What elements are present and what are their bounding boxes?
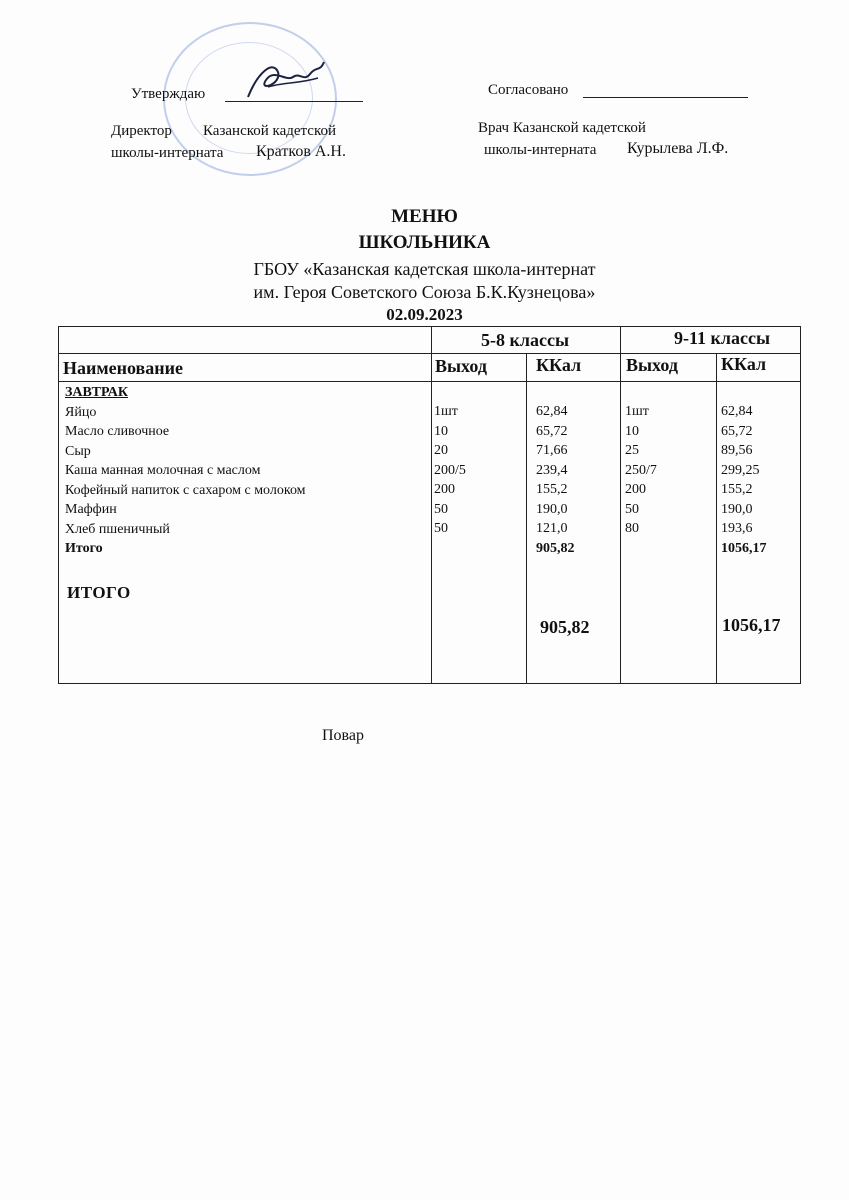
menu-table bbox=[58, 326, 801, 684]
doctor-name: Курылева Л.Ф. bbox=[627, 140, 729, 157]
director-signature bbox=[238, 52, 328, 112]
item-name: Сыр bbox=[65, 443, 91, 459]
column-names bbox=[65, 383, 306, 559]
output-value: 1шт bbox=[625, 404, 649, 419]
output-value: 10 bbox=[434, 423, 448, 439]
approve-label: Утверждаю bbox=[131, 86, 206, 102]
kcal-value: 299,25 bbox=[721, 462, 760, 478]
kcal-value: 65,72 bbox=[536, 423, 568, 439]
output-value: 25 bbox=[625, 443, 639, 458]
item-name: Маффин bbox=[65, 502, 117, 517]
subtotal-label: Итого bbox=[65, 541, 103, 556]
organization-line-2: им. Героя Советского Союза Б.К.Кузнецова» bbox=[253, 282, 596, 302]
column-header-output-2: Выход bbox=[626, 355, 678, 375]
col-divider-1 bbox=[431, 327, 432, 683]
kcal-value: 190,0 bbox=[721, 501, 753, 517]
header-divider bbox=[59, 353, 800, 354]
kcal-value: 190,0 bbox=[536, 501, 568, 517]
menu-subtitle: ШКОЛЬНИКА bbox=[358, 232, 491, 253]
menu-date: 02.09.2023 bbox=[386, 305, 463, 324]
output-value: 200 bbox=[625, 482, 646, 497]
output-value: 50 bbox=[434, 501, 448, 517]
body-divider bbox=[59, 381, 800, 382]
agreed-signature-line bbox=[583, 97, 748, 98]
item-name: Хлеб пшеничный bbox=[65, 521, 170, 537]
column-output-9-11 bbox=[625, 402, 657, 539]
cook-label: Повар bbox=[322, 727, 364, 744]
doctor-line-1: Врач Казанской кадетской bbox=[478, 120, 646, 136]
item-name: Каша манная молочная с маслом bbox=[65, 463, 261, 478]
doctor-line-2: школы-интерната bbox=[484, 142, 597, 158]
total-kcal-9-11: 1056,17 bbox=[722, 615, 781, 635]
col-divider-2 bbox=[526, 353, 527, 683]
output-value: 200 bbox=[434, 482, 455, 497]
meal-label: ЗАВТРАК bbox=[65, 385, 129, 400]
col-divider-3 bbox=[620, 327, 621, 683]
subtotal-kcal-5-8: 905,82 bbox=[536, 540, 575, 556]
group-header-9-11: 9-11 классы bbox=[674, 328, 771, 348]
kcal-value: 121,0 bbox=[536, 521, 568, 536]
output-value: 50 bbox=[434, 521, 448, 536]
kcal-value: 89,56 bbox=[721, 443, 753, 458]
director-school-line-2: школы-интерната bbox=[111, 145, 224, 161]
column-header-output-1: Выход bbox=[435, 356, 487, 376]
output-value: 10 bbox=[625, 423, 639, 439]
item-name: Масло сливочное bbox=[65, 424, 170, 439]
column-header-name: Наименование bbox=[63, 358, 183, 378]
agreed-label: Согласовано bbox=[488, 82, 569, 98]
director-name: Кратков А.Н. bbox=[256, 143, 346, 160]
column-kcal-9-11 bbox=[721, 402, 767, 558]
director-role: Директор bbox=[111, 123, 172, 139]
subtotal-kcal-9-11: 1056,17 bbox=[721, 540, 767, 556]
column-output-5-8 bbox=[434, 402, 466, 539]
output-value: 20 bbox=[434, 443, 448, 458]
kcal-value: 71,66 bbox=[536, 443, 568, 458]
column-header-kcal-2: ККал bbox=[721, 354, 767, 374]
group-header-5-8: 5-8 классы bbox=[481, 330, 569, 350]
kcal-value: 62,84 bbox=[536, 404, 568, 419]
item-name: Яйцо bbox=[65, 404, 97, 420]
output-value: 50 bbox=[625, 501, 639, 517]
output-value: 200/5 bbox=[434, 462, 466, 478]
total-label: ИТОГО bbox=[67, 583, 131, 602]
kcal-value: 193,6 bbox=[721, 521, 753, 536]
kcal-value: 65,72 bbox=[721, 423, 753, 439]
kcal-value: 62,84 bbox=[721, 404, 753, 419]
output-value: 250/7 bbox=[625, 462, 657, 478]
kcal-value: 155,2 bbox=[721, 482, 753, 497]
col-divider-4 bbox=[716, 353, 717, 683]
kcal-value: 239,4 bbox=[536, 462, 568, 478]
menu-title: МЕНЮ bbox=[391, 206, 458, 227]
kcal-value: 155,2 bbox=[536, 482, 568, 497]
organization-line-1: ГБОУ «Казанская кадетская школа-интернат bbox=[253, 259, 596, 279]
approve-signature-line bbox=[225, 101, 363, 102]
item-name: Кофейный напиток с сахаром с молоком bbox=[65, 482, 306, 498]
column-kcal-5-8 bbox=[536, 402, 575, 558]
total-kcal-5-8: 905,82 bbox=[540, 617, 590, 637]
column-header-kcal-1: ККал bbox=[536, 355, 582, 375]
output-value: 80 bbox=[625, 521, 639, 536]
director-school-line-1: Казанской кадетской bbox=[203, 123, 336, 139]
output-value: 1шт bbox=[434, 404, 458, 419]
